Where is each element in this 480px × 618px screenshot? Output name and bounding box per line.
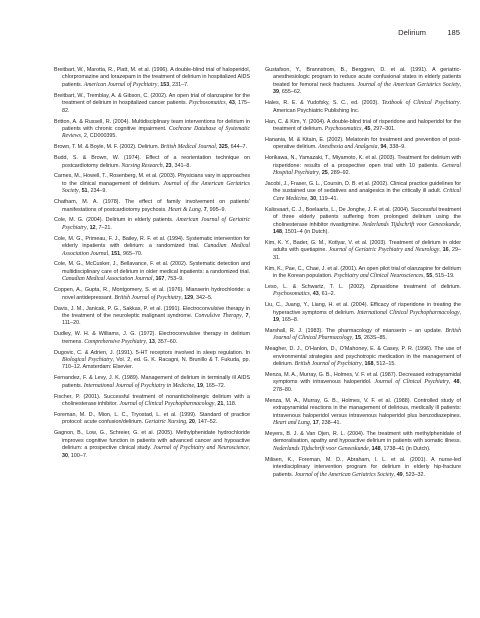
reference-source-title: Critical Care Medicine (273, 188, 461, 202)
reference-text: Coppen, A., Gupta, R., Montgomery, S. et al. (1976). Mianserin hydrochloride: a novel antidepressant. (54, 287, 250, 301)
reference-pages: , 289–92. (327, 170, 351, 176)
reference-volume: 151 (111, 250, 121, 257)
reference-volume: 48 (453, 379, 460, 386)
reference-pages: , 515–19. (432, 273, 455, 279)
reference-entry: Cole, M. G. (2004). Delirium in elderly patients. American Journal of Geriatric Psychiatry, 12, 7–21. (54, 217, 251, 231)
reference-text: Leso, L. & Schwartz, T. L. (2002). Ziprasidone treatment of delirium. (265, 283, 461, 290)
reference-text: Breitbart, W., Marotta, R., Platt, M. et al. (1996). A double-blind trial of haloperidol, chlorpromazine and lorazepam in the treatment of delirium in hospitalized AIDS patients. (54, 67, 250, 88)
reference-entry: Marshall, R. J. (1983). The pharmacology of mianserin – an update. British Journal of Clinical Pharmacology, 15, 263S–85. (265, 327, 461, 342)
reference-source-title: Psychosomatics (273, 291, 310, 298)
reference-volume: 49 (396, 471, 403, 478)
reference-source-title: International Clinical Psychopharmacology (357, 309, 460, 316)
reference-text: Jacobi, J., Fraser, G. L., Coursin, D. B. et al. (2002). Clinical practice guidelines for the sustained use of sedatives and analgesics in the critically ill adult. (265, 180, 461, 195)
reference-text: Cole, M. G., Primeau, F. J., Bailey, R. F. et al. (1994). Systematic intervention for elderly inpatients with delirium: a randomized trial. (54, 235, 250, 250)
reference-volume: 17 (312, 420, 319, 427)
reference-entry: Budd, S. & Brown, W. (1974). Effect of a reorientation technique on postcardiotomy delirium. Nursing Research, 23, 341–8. (54, 155, 250, 169)
reference-source-title: American Journal of Psychiatry (83, 81, 158, 88)
reference-pages: , 234–9. (87, 188, 107, 195)
reference-entry: Leso, L. & Schwartz, T. L. (2002). Ziprasidone treatment of delirium. Psychosomatics, 43, 61–2. (265, 283, 461, 298)
reference-text: Meyers, B. J. & Van Ojen, R. L. (2004). The treatment with methylphenidate of demoralisation, apathy and hypoactive delirium in patients with somatic illness. (265, 430, 461, 445)
reference-entry: Davis, J. M., Janicak, P. G., Sakkas, P. et al. (1991). Electroconvulsive therapy in the treatment of the neuroleptic malignant syndrome. Convulsive Therapy, 7, 111–20. (54, 305, 250, 327)
reference-text: Liu, C., Juang, Y., Liang, H. et al. (2004). Efficacy of risperidone in treating the hyperactive symptoms of delirium. (265, 302, 461, 316)
reference-entry (54, 350, 250, 372)
reference-entry: Kalisvaart, C. J., Boelaarts, L., De Jonghe, J. F. et al. (2004). Successful treatment of three elderly patients suffering from prolonged delirium using the cholinesterase inhibitor rivastigmine. Nederlands Tijdschrift voor Geneeskunde, 148, 1501–4 (in Dutch). (265, 206, 461, 235)
reference-source-title: International Journal of Psychiatry in Medicine (83, 382, 194, 389)
reference-source-title: Journal of the American Geriatrics Society (294, 471, 394, 478)
reference-text: Horikawa, N., Yamazaki, T., Miyamoto, K. et al. (2003). Treatment for delirium with risperidone: results of a prospective open trial with 10 patients. (265, 155, 461, 169)
reference-source-title: British Journal of Psychiatry (294, 361, 362, 368)
reference-text: Cole, M. G. (2004). Delirium in elderly patients. (54, 217, 177, 224)
reference-pages: , Vol. 2, ed. G. K. Racagni, N. Brunillo & T. Fukuda, pp. 710–12. Amsterdam: Elsevier. (62, 357, 250, 371)
reference-source-title: Nederlands Tijdschrift voor Geneeskunde (273, 445, 369, 452)
reference-volume: 55 (426, 273, 433, 279)
reference-source-title: British Journal of Clinical Pharmacology (273, 327, 461, 342)
reference-source-title: Psychosomatics (324, 125, 362, 132)
reference-text: Meagher, D. J., O’Hanlon, D., O’Mahoney, E. & Casey, P. R. (1996). The use of environmental strategies and psychotropic medication in the management of delirium. (265, 346, 461, 368)
reference-source-title: British Journal of Psychiatry (114, 294, 182, 301)
reference-volume: 21 (217, 401, 224, 408)
reference-volume: 51 (81, 188, 88, 195)
reference-text: Marshall, R. J. (1983). The pharmacology of mianserin – an update. (265, 327, 446, 334)
reference-entry: Fischer, P. (2001). Successful treatment of nonanticholinergic delirium with a cholinesterase inhibitor. Journal of Clinical Psychopharmacology, 21, 118. (54, 393, 250, 408)
reference-pages: , 165–8. (278, 317, 299, 324)
reference-entry: Gagnon, B., Low, G., Schreier, G. et al. (2005). Methylphenidate hydrochloride improves cognitive function in patients with advanced cancer and hypoactive delirium: a prospective clinical study. Journal of Psychiatry and Neuroscience, 30, 100–7. (54, 430, 250, 459)
running-title: Delirium (398, 28, 426, 37)
reference-pages: , 523–32. (402, 471, 425, 478)
reference-source-title: Journal of the American Geriatrics Society (357, 81, 460, 88)
reference-source-title: Cochrane Database of Systematic Reviews (62, 125, 250, 140)
reference-pages: , 29–31. (273, 247, 461, 261)
reference-pages: , 338–9. (386, 144, 406, 151)
reference-pages: , 175–82. (62, 100, 250, 114)
reference-pages: , 111–20. (62, 312, 250, 327)
reference-pages: , 965–70. (120, 250, 143, 257)
reference-entry: Jacobi, J., Fraser, G. L., Coursin, D. B. et al. (2002). Clinical practice guidelines for the sustained use of sedatives and analgesics in the critically ill adult. Critical Care Medicine, 30, 119–41. (265, 180, 461, 202)
reference-volume: 19 (273, 317, 279, 324)
reference-entry: Foreman, M. D., Mion, L. C., Tryostad, L. et al. (1999). Standard of practice protocol: acute confusion/delirium. Geriatric Nursing, 20, 147–52. (54, 411, 250, 426)
reference-entry: Han, C. & Kim, Y. (2004). A double-blind trial of risperidone and haloperidol for the treatment of delirium. Psychosomatics, 45, 297–301. (265, 118, 461, 132)
reference-entry: Gustafson, Y., Brannstrom, B., Berggren, D. et al. (1991). A geriatric-anesthesiologic program to reduce acute confusional states in elderly patients treated for femoral neck fractures. Journal of the American Geriatrics Society, 39, 655–62. (265, 67, 461, 96)
reference-volume: 23 (165, 162, 172, 169)
reference-source-title: Biological Psychiatry (62, 357, 113, 364)
reference-pages: , 297–301. (370, 125, 396, 132)
reference-pages: , 118. (223, 401, 237, 408)
reference-text: Kim, K., Pae, C., Chae, J. et al. (2001). An open pilot trial of olanzapine for delirium in the Korean population. (265, 265, 461, 279)
reference-volume: 25 (321, 170, 328, 176)
reference-volume: 7 (245, 312, 249, 319)
reference-entry: Menza, M. A., Murray, G. B., Holmes, V. F. et al. (1988). Controlled study of extrapyramidal reactions in the management of delirious, medically ill patients: intravenous haloperidol versus intravenous haloperidol plus benzodiazepines. Heart and Lung, 17, 238–41. (265, 397, 461, 427)
reference-volume: 148 (371, 445, 381, 452)
reference-volume: 153 (160, 81, 170, 88)
reference-pages: , 231–7. (169, 81, 189, 88)
reference-source-title: Convulsive Therapy (194, 312, 242, 319)
reference-pages: , 100–7. (67, 452, 88, 459)
reference-volume: 43 (312, 291, 319, 298)
reference-volume: 148 (273, 228, 282, 235)
reference-volume: 7 (203, 206, 207, 213)
reference-pages: , 61–2. (318, 291, 336, 298)
reference-entry (54, 119, 250, 141)
reference-entry (265, 100, 461, 115)
reference-text: Hales, R. E. & Yudofsky, S. C., ed. (2003). (265, 100, 382, 107)
reference-source-title: American Journal of Geriatric Psychiatry (62, 217, 251, 231)
reference-source-title: British Medical Journal (160, 144, 216, 151)
reference-entry: Brown, T. M. & Boyle, M. F. (2002). Delirium. British Medical Journal, 325, 644–7. (54, 144, 248, 151)
reference-text: Dudley, W. H. & Williams, J. G. (1972). Electroconvulsive therapy in delirium tremens. (54, 331, 250, 345)
reference-source-title: General Hospital Psychiatry (273, 162, 461, 176)
reference-entry: Cole, M. G., McCusker, J., Bellavance, F. et al. (2002). Systematic detection and multidisciplinary care of delirium in older medical inpatients: a randomized trial. Canadian Medical Association Journal, 167, 753–9. (54, 261, 250, 283)
reference-source-title: Psychosomatics (188, 100, 226, 107)
reference-source-title: Journal of Psychiatry and Neuroscience (153, 445, 249, 452)
reference-volume: 325 (218, 144, 228, 151)
reference-volume: 167 (155, 276, 165, 283)
reference-entry: Menza, M. A., Murray, G. B., Holmes, V. F. et al. (1987). Decreased extrapyramidal symptoms with intravenous haloperidol. Journal of Clinical Psychiatry, 48, 278–80. (265, 371, 461, 393)
reference-text: Kim, K. Y., Bader, G. M., Kotlyar, V. et al. (2003). Treatment of delirium in older adults with quetiapine. (265, 239, 461, 254)
reference-pages: , 238–41. (318, 420, 342, 427)
page-number: 185 (447, 28, 460, 37)
reference-pages: , 644–7. (227, 144, 248, 151)
reference-entry: Breitbart, W., Tremblay, A. & Gibson, C. (2002). An open trial of olanzapine for the treatment of delirium in hospitalized cancer patients. Psychosomatics, 43, 175–82. (54, 92, 250, 114)
reference-entry: Meyers, B. J. & Van Ojen, R. L. (2004). The treatment with methylphenidate of demoralisation, apathy and hypoactive delirium in patients with somatic illness. Nederlands Tijdschrift voor Geneeskunde, 148, 1738–41 (in Dutch). (265, 430, 461, 452)
reference-pages: , 753–9. (164, 276, 184, 283)
reference-pages: , 342–5. (193, 294, 213, 301)
reference-entry: Chatham, M. A. (1978). The effect of family involvement on patients’ manifestations of postcardiotomy psychosis. Heart & Lung, 7, 995–9. (54, 199, 250, 213)
reference-entry: Dudley, W. H. & Williams, J. G. (1972). Electroconvulsive therapy in delirium tremens. Comprehensive Psychiatry, 13, 357–60. (54, 331, 250, 345)
reference-column-left (54, 67, 250, 482)
reference-source-title: Geriatric Nursing (144, 419, 186, 426)
reference-entry: Fernandez, F. & Levy, J. K. (1989). Management of delirium in terminally ill AIDS patients. International Journal of Psychiatry in Medicine, 19, 165–72. (54, 375, 250, 389)
reference-volume: 94 (380, 144, 387, 151)
references-body (54, 67, 461, 482)
reference-text: Han, C. & Kim, Y. (2004). A double-blind trial of risperidone and haloperidol for the treatment of delirium. (265, 118, 461, 132)
reference-pages: , 263S–85. (361, 335, 387, 342)
reference-volume: 16 (442, 247, 449, 254)
reference-volume: 39 (273, 89, 279, 96)
reference-entry: Carnes, M., Howell, T., Rosenberg, M. et al. (2003). Physicians vary in approaches to the clinical management of delirium. Journal of the American Geriatrics Society, 51, 234–9. (54, 173, 250, 195)
reference-volume: 20 (188, 419, 195, 426)
reference-source-title: Comprehensive Psychiatry (84, 338, 146, 345)
reference-entry: Meagher, D. J., O’Hanlon, D., O’Mahoney, E. & Casey, P. R. (1996). The use of environmental strategies and psychotropic medication in the management of delirium. British Journal of Psychiatry, 168, 512–15. (265, 346, 461, 368)
reference-pages: , 357–60. (154, 338, 178, 345)
reference-pages: , 655–62. (278, 89, 302, 96)
reference-pages: , 341–8. (171, 162, 191, 169)
reference-entry: Liu, C., Juang, Y., Liang, H. et al. (2004). Efficacy of risperidone in treating the hyperactive symptoms of delirium. International Clinical Psychopharmacology, 19, 165–8. (265, 302, 461, 324)
reference-source-title: Journal of Clinical Psychiatry (374, 379, 449, 386)
reference-volume: 13 (148, 338, 155, 345)
reference-pages: , 1501–4 (in Dutch). (281, 228, 329, 235)
reference-entry: Cole, M. G., Primeau, F. J., Bailey, R. F. et al. (1994). Systematic intervention for elderly inpatients with delirium: a randomized trial. Canadian Medical Association Journal, 151, 965–70. (54, 235, 250, 257)
reference-source-title: Heart & Lung (168, 206, 201, 213)
reference-volume: 15 (355, 335, 361, 342)
reference-text: Dugovic, C. & Adrien, J. (1991). 5-HT receptors involved in sleep regulation. In (54, 349, 250, 356)
reference-source-title: Nederlands Tijdschrift voor Geneeskunde (362, 221, 460, 228)
reference-text: Budd, S. & Brown, W. (1974). Effect of a reorientation technique on postcardiotomy delirium. (54, 155, 250, 169)
reference-volume: 30 (62, 452, 68, 459)
reference-text: Milisen, K., Foreman, M. D., Abraham, I. L. et al. (2001). A nurse-led interdisciplinary intervention program for delirium in elderly hip-fracture patients. (265, 456, 461, 478)
reference-volume: 168 (364, 361, 374, 368)
reference-source-title: Journal of the American Geriatrics Society (62, 180, 250, 195)
reference-text: Britton, A. & Russell, R. (2004). Multidisciplinary team interventions for delirium in patients with chronic cognitive impairment. (54, 118, 250, 132)
reference-source-title: Canadian Medical Association Journal (62, 276, 153, 283)
reference-text: Fernandez, F. & Levy, J. K. (1989). Management of delirium in terminally ill AIDS patients. (54, 375, 250, 389)
reference-entry: Breitbart, W., Marotta, R., Platt, M. et al. (1996). A double-blind trial of haloperidol, chlorpromazine and lorazepam in the treatment of delirium in hospitalized AIDS patients. American Journal of Psychiatry, 153, 231–7. (54, 67, 250, 88)
reference-column-right (265, 67, 461, 482)
reference-pages: , 119–41. (316, 195, 338, 202)
reference-volume: 45 (364, 125, 371, 132)
reference-volume: 43 (228, 100, 235, 107)
reference-text: Foreman, M. D., Mion, L. C., Tryostad, L. et al. (1999). Standard of practice protocol: acute confusion/delirium. (54, 411, 250, 426)
reference-pages: , 2, CD000395. (80, 133, 117, 140)
reference-source-title: Journal of Clinical Psychopharmacology (119, 401, 215, 408)
reference-text: Cole, M. G., McCusker, J., Bellavance, F. et al. (2002). Systematic detection and multidisciplinary care of delirium in older medical inpatients: a randomized trial. (54, 261, 250, 275)
reference-entry: Hanania, M. & Kitain, E. (2002). Melatonin for treatment and prevention of post-operative delirium. Anesthesia and Analgesia, 94, 338–9. (265, 136, 461, 151)
reference-pages: , 278–80. (273, 379, 461, 393)
reference-entry: Horikawa, N., Yamazaki, T., Miyamoto, K. et al. (2003). Treatment for delirium with risperidone: results of a prospective open trial with 10 patients. General Hospital Psychiatry, 25, 289–92. (265, 155, 461, 176)
reference-pages: , 512–15. (373, 361, 396, 368)
reference-pages: , 147–52. (194, 419, 218, 426)
reference-text: Breitbart, W., Tremblay, A. & Gibson, C. (2002). An open trial of olanzapine for the treatment of delirium in hospitalized cancer patients. (54, 92, 250, 107)
reference-pages: , 1738–41 (in Dutch). (380, 445, 431, 452)
reference-source-title: Nursing Research (121, 162, 163, 169)
reference-source-title: Canadian Medical Association Journal (62, 243, 250, 257)
reference-volume: 129 (184, 294, 194, 301)
reference-source-title: Journal of Geriatric Psychiatry and Neurology (328, 247, 440, 254)
reference-volume: 30 (310, 195, 317, 202)
reference-source-title: Psychiatry and Clinical Neurosciences (333, 273, 424, 279)
reference-volume: 12 (89, 224, 96, 231)
reference-pages: , 7–21. (95, 224, 112, 231)
reference-source-title: Heart and Lung (273, 420, 310, 427)
reference-volume: 19 (196, 382, 203, 389)
reference-text: Hanania, M. & Kitain, E. (2002). Melatonin for treatment and prevention of post-operative delirium. (265, 136, 461, 151)
reference-text: Gagnon, B., Low, G., Schreier, G. et al. (2005). Methylphenidate hydrochloride improves cognitive function in patients with advanced cancer and hypoactive delirium: a prospective clinical study. (54, 430, 250, 452)
reference-entry: Coppen, A., Gupta, R., Montgomery, S. et al. (1976). Mianserin hydrochloride: a novel antidepressant. British Journal of Psychiatry, 129, 342–5. (54, 287, 250, 301)
reference-text: Fischer, P. (2001). Successful treatment of nonanticholinergic delirium with a cholinesterase inhibitor. (54, 393, 250, 408)
reference-text: Menza, M. A., Murray, G. B., Holmes, V. F. et al. (1987). Decreased extrapyramidal symptoms with intravenous haloperidol. (265, 371, 461, 386)
reference-text: Chatham, M. A. (1978). The effect of family involvement on patients’ manifestations of postcardiotomy psychosis. (54, 199, 250, 213)
reference-pages: . American Psychiatric Publishing Inc. (273, 100, 462, 114)
reference-source-title: Anesthesia and Analgesia (318, 144, 378, 151)
reference-text: Menza, M. A., Murray, G. B., Holmes, V. F. et al. (1988). Controlled study of extrapyramidal reactions in the management of delirious, medically ill patients: intravenous haloperidol versus intravenous haloperidol plus benzodiazepines. (265, 397, 461, 419)
reference-text: Brown, T. M. & Boyle, M. F. (2002). Delirium. (54, 144, 161, 151)
reference-entry: Kim, K., Pae, C., Chae, J. et al. (2001). An open pilot trial of olanzapine for delirium in the Korean population. Psychiatry and Clinical Neurosciences, 55, 515–19. (265, 265, 461, 279)
reference-entry: Kim, K. Y., Bader, G. M., Kotlyar, V. et al. (2003). Treatment of delirium in older adults with quetiapine. Journal of Geriatric Psychiatry and Neurology, 16, 29–31. (265, 239, 461, 261)
reference-text: Gustafson, Y., Brannstrom, B., Berggren, D. et al. (1991). A geriatric-anesthesiologic program to reduce acute confusional states in elderly patients treated for femoral neck fractures. (265, 67, 461, 88)
reference-pages: , 165–72. (202, 382, 226, 389)
reference-text: Kalisvaart, C. J., Boelaarts, L., De Jonghe, J. F. et al. (2004). Successful treatment of three elderly patients suffering from prolonged delirium using the cholinesterase inhibitor rivastigmine. (265, 206, 461, 228)
page-header (54, 26, 460, 38)
reference-text: Carnes, M., Howell, T., Rosenberg, M. et al. (2003). Physicians vary in approaches to the clinical management of delirium. (54, 173, 250, 187)
reference-entry: Milisen, K., Foreman, M. D., Abraham, I. L. et al. (2001). A nurse-led interdisciplinary intervention program for delirium in elderly hip-fracture patients. Journal of the American Geriatrics Society, 49, 523–32. (265, 456, 461, 478)
reference-source-title: Textbook of Clinical Psychiatry (381, 100, 460, 107)
reference-text: Davis, J. M., Janicak, P. G., Sakkas, P. et al. (1991). Electroconvulsive therapy in the treatment of the neuroleptic malignant syndrome. (54, 305, 250, 319)
reference-pages: , 995–9. (206, 206, 226, 213)
